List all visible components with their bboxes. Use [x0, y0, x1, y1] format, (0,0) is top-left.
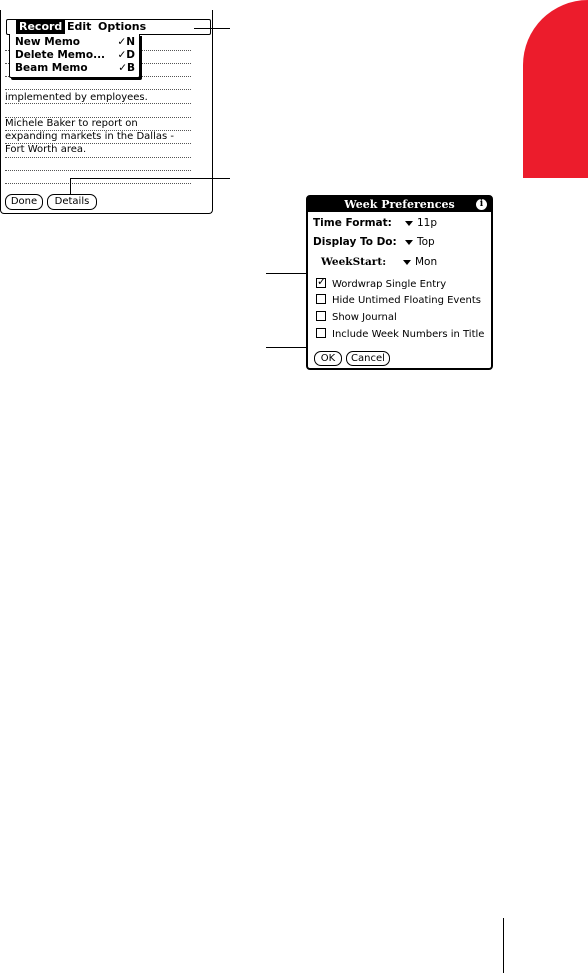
memo-text-line[interactable]: implemented by employees.: [5, 92, 148, 103]
checkbox-icon: [316, 294, 326, 304]
menu-item-new-memo[interactable]: [15, 36, 135, 49]
week-preferences-dialog: [306, 195, 493, 370]
display-todo-picker[interactable]: [405, 236, 435, 248]
week-start-picker[interactable]: [403, 256, 437, 268]
memo-rule: [5, 170, 191, 171]
time-format-picker[interactable]: [405, 217, 437, 229]
menu-item-beam-memo[interactable]: [15, 62, 135, 75]
checkbox-label: Wordwrap Single Entry: [332, 279, 447, 290]
page-rule: [503, 918, 504, 973]
checkbox-label: Include Week Numbers in Title: [332, 329, 485, 340]
callout-line: [194, 28, 230, 29]
menu-item-label: New Memo: [15, 36, 80, 48]
display-todo-label: Display To Do:: [313, 236, 397, 248]
memo-rule: [5, 157, 191, 158]
checkbox-checked-icon: [316, 278, 326, 288]
time-format-value: 11p: [417, 217, 438, 229]
menu-record[interactable]: Record: [16, 20, 65, 34]
callout-line: [70, 178, 71, 194]
dialog-title-text: Week Preferences: [344, 198, 455, 211]
done-button[interactable]: Done: [5, 194, 43, 210]
checkbox-icon: [316, 328, 326, 338]
display-todo-value: Top: [417, 236, 435, 248]
checkbox-week-numbers[interactable]: [316, 328, 484, 341]
dropdown-arrow-icon: [403, 260, 411, 265]
memo-rule: [5, 89, 191, 90]
memo-text-line[interactable]: Fort Worth area.: [5, 144, 87, 155]
menu-item-shortcut: ✓N: [117, 36, 135, 48]
menu-edit[interactable]: Edit: [67, 20, 92, 33]
week-start-value: Mon: [415, 256, 438, 268]
memo-text-line[interactable]: expanding markets in the Dallas -: [5, 131, 174, 142]
checkbox-hide-untimed[interactable]: [316, 294, 481, 307]
menu-item-shortcut: ✓B: [118, 62, 135, 74]
menu-bar: [6, 19, 211, 35]
dialog-title: [308, 197, 491, 212]
cancel-button[interactable]: Cancel: [346, 351, 390, 366]
checkbox-icon: [316, 311, 326, 321]
record-menu: [9, 34, 140, 78]
chapter-tab: [523, 0, 588, 178]
info-icon[interactable]: i: [476, 199, 487, 210]
memo-rule: [5, 183, 191, 184]
memo-rule: [5, 103, 191, 104]
menu-item-delete-memo[interactable]: [15, 49, 135, 62]
memo-text-line[interactable]: Michele Baker to report on: [5, 118, 138, 129]
dropdown-arrow-icon: [405, 221, 413, 226]
dropdown-arrow-icon: [405, 240, 413, 245]
checkbox-wordwrap[interactable]: [316, 278, 446, 291]
callout-line: [70, 178, 230, 179]
checkbox-label: Show Journal: [332, 312, 397, 323]
week-start-label: WeekStart:: [321, 256, 387, 268]
details-button[interactable]: Details: [47, 194, 97, 210]
checkbox-label: Hide Untimed Floating Events: [332, 295, 481, 306]
checkbox-show-journal[interactable]: [316, 311, 397, 324]
menu-options[interactable]: Options: [98, 20, 147, 33]
menu-item-label: Delete Memo...: [15, 49, 106, 61]
ok-button[interactable]: OK: [314, 351, 342, 366]
time-format-label: Time Format:: [313, 217, 392, 229]
menu-item-label: Beam Memo: [15, 62, 88, 74]
menu-item-shortcut: ✓D: [117, 49, 135, 61]
